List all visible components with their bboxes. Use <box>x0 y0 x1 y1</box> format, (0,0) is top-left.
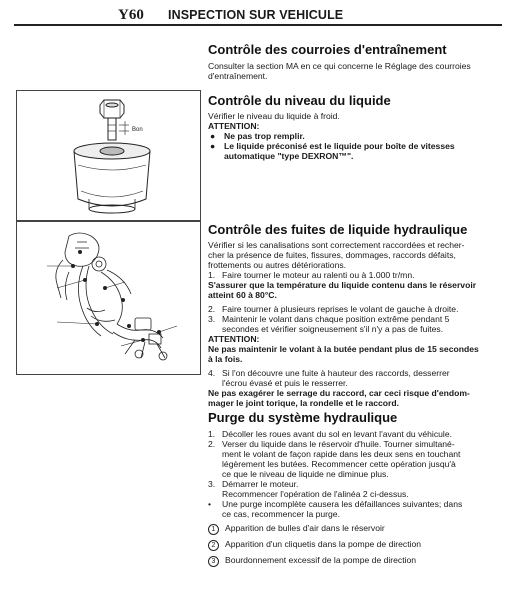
body-line: d'entraînement. <box>208 71 268 81</box>
hose-routing-figure <box>16 221 201 375</box>
body-line: Consulter la section MA en ce qui concerne le Réglage des courroies <box>208 61 471 71</box>
section-title-belts: Contrôle des courroies d'entraînement <box>208 42 447 57</box>
note-line: à la fois. <box>208 354 243 364</box>
bleed-body <box>208 429 500 567</box>
page-title: INSPECTION SUR VEHICULE <box>168 8 344 22</box>
symptom-item: 2 Apparition d'un cliquetis dans la pompe de direction <box>208 539 500 551</box>
list-item: 4. Si l'on découvre une fuite à hauteur des raccords, desserrer l'écrou évasé et puis le resserrer. <box>208 368 450 388</box>
symptom-item: 1 Apparition de bulles d'air dans le réservoir <box>208 523 500 535</box>
section-code: Y60 <box>118 7 144 23</box>
note-line: mager le joint torique, la rondelle et le raccord. <box>208 398 400 408</box>
circled-number: 3 <box>208 556 219 567</box>
attention-label: ATTENTION: <box>208 334 260 344</box>
attention-label: ATTENTION: <box>208 121 260 131</box>
body-line: cher la présence de fuites, fissures, dommages, raccords défaits, <box>208 250 456 260</box>
list-item: 1. Faire tourner le moteur au ralenti ou à 1.000 tr/mn. <box>208 270 415 280</box>
note-line: atteint 60 à 80°C. <box>208 290 277 300</box>
list-item: 1. Décoller les roues avant du sol en levant l'avant du véhicule. <box>208 429 452 439</box>
header-rule <box>14 24 502 26</box>
bullet-icon: ● <box>210 141 216 151</box>
symptom-item: 3 Bourdonnement excessif de la pompe de direction <box>208 555 500 567</box>
list-item: ● Ne pas trop remplir. <box>210 131 305 141</box>
bullet-icon: ● <box>210 131 216 141</box>
hydraulic-lines-illustration <box>17 222 200 374</box>
list-item: ● Le liquide préconisé est le liquide pour boîte de vitesses automatique "type DEXRON™". <box>210 141 455 161</box>
fluid-level-body <box>208 111 500 161</box>
note-line: Ne pas exagérer le serrage du raccord, car ceci risque d'endom- <box>208 388 470 398</box>
belts-body <box>208 61 500 81</box>
list-item: 2. Faire tourner à plusieurs reprises le volant de gauche à droite. <box>208 304 459 314</box>
section-title-leaks: Contrôle des fuites de liquide hydraulique <box>208 222 468 237</box>
circled-number: 1 <box>208 524 219 535</box>
body-line: frottements ou autres détériorations. <box>208 260 347 270</box>
circled-number: 2 <box>208 540 219 551</box>
list-item: 2. Verser du liquide dans le réservoir d'huile. Tourner simultané- ment le volant de façon rapide dans les deux sens en touchant légèrement les butées. Recommencer cette opération jusqu'à ce que le niveau de liquide ne diminue plus. <box>208 439 461 479</box>
list-item: 3. Démarrer le moteur. Recommencer l'opération de l'alinéa 2 ci-dessus. <box>208 479 409 499</box>
section-title-fluid-level: Contrôle du niveau du liquide <box>208 93 391 108</box>
fig-label-bon: Bon <box>132 127 143 133</box>
list-item: 3. Maintenir le volant dans chaque position extrême pendant 5 secondes et vérifier soigneusement s'il n'y a pas de fuites. <box>208 314 450 334</box>
body-line: Vérifier le niveau du liquide à froid. <box>208 111 340 121</box>
list-item: • Une purge incomplète causera les défaillances suivantes; dans ce cas, recommencer la purge. <box>208 499 463 519</box>
bullet-icon: • <box>208 499 212 509</box>
leaks-body <box>208 240 500 408</box>
note-line: S'assurer que la température du liquide contenu dans le réservoir <box>208 280 477 290</box>
symptom-list <box>208 523 500 567</box>
section-title-bleed: Purge du système hydraulique <box>208 410 398 425</box>
page-header <box>0 0 515 26</box>
note-line: Ne pas maintenir le volant à la butée pendant plus de 15 secondes <box>208 344 479 354</box>
reservoir-illustration <box>17 91 200 220</box>
reservoir-dipstick-figure <box>16 90 201 221</box>
body-line: Vérifier si les canalisations sont correctement raccordées et recher- <box>208 240 465 250</box>
